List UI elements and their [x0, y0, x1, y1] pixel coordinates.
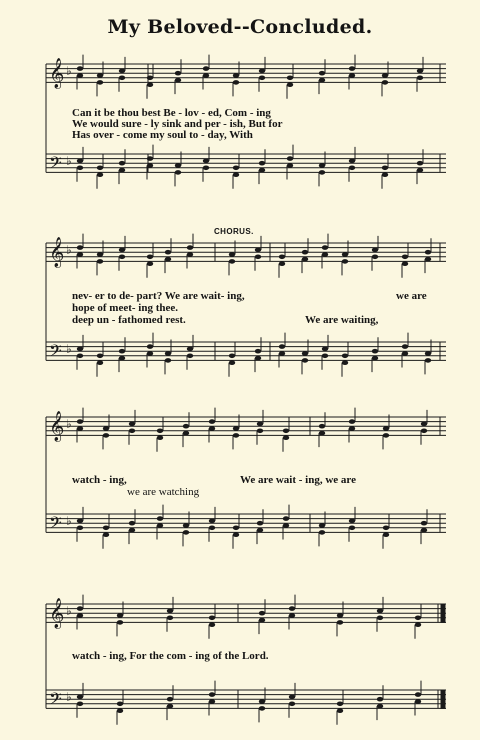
note-head	[97, 80, 103, 85]
note-head	[425, 250, 431, 255]
note-head	[342, 360, 348, 365]
note-head	[97, 360, 103, 365]
note-head	[119, 168, 125, 173]
note-head	[209, 419, 215, 424]
note-head	[167, 704, 173, 709]
note-head	[157, 516, 163, 521]
final-bar	[441, 604, 445, 622]
note-head	[402, 351, 408, 356]
note-head	[322, 354, 328, 359]
note-head	[183, 431, 189, 436]
note-head	[319, 523, 325, 528]
note-head	[147, 163, 153, 168]
note-head	[319, 71, 325, 76]
note-head	[415, 692, 421, 697]
page-title: My Beloved--Concluded.	[107, 16, 373, 38]
note-head	[337, 613, 343, 618]
treble-clef-icon: 𝄞	[49, 237, 65, 268]
note-head	[259, 611, 265, 616]
bass-clef-icon: 𝄢	[49, 340, 62, 365]
note-head	[322, 347, 328, 352]
note-head	[175, 78, 181, 83]
note-head	[209, 699, 215, 704]
note-head	[77, 426, 83, 431]
note-head	[259, 161, 265, 166]
note-head	[209, 622, 215, 627]
note-head	[421, 422, 427, 427]
treble-clef-icon: 𝄞	[49, 411, 65, 442]
note-head	[97, 259, 103, 264]
note-head	[233, 532, 239, 537]
note-head	[283, 516, 289, 521]
note-head	[209, 616, 215, 621]
lyric-line: Has over - come my soul to - day, With	[72, 129, 253, 141]
note-head	[259, 699, 265, 704]
note-head	[425, 358, 431, 363]
note-head	[233, 172, 239, 177]
note-head	[119, 254, 125, 259]
bass-clef-icon: 𝄢	[49, 152, 62, 177]
note-head	[255, 254, 261, 259]
note-head	[377, 616, 383, 621]
note-head	[415, 616, 421, 621]
note-head	[209, 526, 215, 531]
note-head	[233, 80, 239, 85]
note-head	[77, 519, 83, 524]
note-head	[287, 163, 293, 168]
note-head	[342, 252, 348, 257]
flat-icon: ♭	[66, 342, 72, 357]
note-head	[165, 358, 171, 363]
note-head	[421, 528, 427, 533]
lyric-line: we are	[396, 290, 427, 302]
note-head	[77, 159, 83, 164]
note-head	[349, 419, 355, 424]
lyric-line: We are waiting,	[305, 314, 379, 326]
note-head	[259, 69, 265, 74]
lyric-line: We would sure - ly sink and per - ish, But for	[72, 118, 283, 130]
note-head	[319, 431, 325, 436]
note-head	[283, 523, 289, 528]
note-head	[322, 252, 328, 257]
note-head	[165, 351, 171, 356]
flat-icon: ♭	[66, 243, 72, 258]
note-head	[167, 616, 173, 621]
note-head	[119, 356, 125, 361]
note-head	[383, 532, 389, 537]
note-head	[382, 172, 388, 177]
note-head	[147, 76, 153, 81]
lyric-line: We are wait - ing, we are	[240, 474, 356, 486]
note-head	[77, 354, 83, 359]
note-head	[209, 519, 215, 524]
note-head	[157, 435, 163, 440]
note-head	[97, 354, 103, 359]
note-head	[165, 250, 171, 255]
note-head	[77, 66, 83, 71]
note-head	[77, 613, 83, 618]
note-head	[377, 704, 383, 709]
note-head	[77, 702, 83, 707]
note-head	[183, 530, 189, 535]
bass-clef-icon: 𝄢	[49, 512, 62, 537]
note-head	[209, 692, 215, 697]
note-head	[283, 429, 289, 434]
note-head	[319, 424, 325, 429]
note-head	[175, 163, 181, 168]
note-head	[319, 163, 325, 168]
note-head	[209, 426, 215, 431]
note-head	[255, 248, 261, 253]
note-head	[337, 620, 343, 625]
note-head	[257, 528, 263, 533]
note-head	[259, 618, 265, 623]
note-head	[402, 254, 408, 259]
note-head	[183, 523, 189, 528]
note-head	[342, 259, 348, 264]
final-bar	[441, 690, 445, 708]
note-head	[259, 168, 265, 173]
note-head	[175, 170, 181, 175]
note-head	[417, 168, 423, 173]
note-head	[417, 69, 423, 74]
lyric-line: deep un - fathomed rest.	[72, 314, 186, 326]
note-head	[97, 73, 103, 78]
note-head	[117, 613, 123, 618]
note-head	[229, 252, 235, 257]
note-head	[319, 78, 325, 83]
note-head	[289, 695, 295, 700]
note-head	[349, 159, 355, 164]
note-head	[187, 252, 193, 257]
note-head	[383, 433, 389, 438]
note-head	[77, 606, 83, 611]
note-head	[259, 706, 265, 711]
note-head	[103, 433, 109, 438]
note-head	[203, 66, 209, 71]
note-head	[421, 521, 427, 526]
note-head	[289, 702, 295, 707]
note-head	[117, 620, 123, 625]
note-head	[287, 156, 293, 161]
note-head	[337, 702, 343, 707]
note-head	[257, 422, 263, 427]
note-head	[147, 351, 153, 356]
note-head	[129, 521, 135, 526]
note-head	[255, 349, 261, 354]
note-head	[349, 73, 355, 78]
treble-clef-icon: 𝄞	[49, 598, 65, 629]
flat-icon: ♭	[66, 64, 72, 79]
note-head	[302, 351, 308, 356]
note-head	[349, 166, 355, 171]
note-head	[167, 609, 173, 614]
note-head	[147, 261, 153, 266]
note-head	[165, 257, 171, 262]
note-head	[77, 695, 83, 700]
note-head	[147, 254, 153, 259]
note-head	[119, 161, 125, 166]
note-head	[233, 433, 239, 438]
note-head	[147, 344, 153, 349]
note-head	[289, 613, 295, 618]
lyric-line: watch - ing, For the com - ing of the Lord.	[72, 650, 269, 662]
note-head	[233, 166, 239, 171]
note-head	[279, 351, 285, 356]
note-head	[372, 356, 378, 361]
note-head	[157, 429, 163, 434]
note-head	[233, 73, 239, 78]
note-head	[302, 250, 308, 255]
note-head	[382, 73, 388, 78]
note-head	[425, 351, 431, 356]
note-head	[203, 159, 209, 164]
note-head	[417, 76, 423, 81]
note-head	[415, 699, 421, 704]
lyric-line: watch - ing,	[72, 474, 127, 486]
note-head	[187, 354, 193, 359]
note-head	[147, 156, 153, 161]
note-head	[287, 76, 293, 81]
note-head	[187, 347, 193, 352]
note-head	[319, 530, 325, 535]
note-head	[322, 245, 328, 250]
note-head	[279, 261, 285, 266]
note-head	[97, 166, 103, 171]
note-head	[77, 419, 83, 424]
note-head	[103, 426, 109, 431]
note-head	[229, 354, 235, 359]
note-head	[402, 344, 408, 349]
lyric-line: Can it be thou best Be - lov - ed, Com - ing	[72, 107, 271, 119]
note-head	[97, 252, 103, 257]
note-head	[103, 526, 109, 531]
note-head	[119, 349, 125, 354]
note-head	[279, 344, 285, 349]
flat-icon: ♭	[66, 690, 72, 705]
note-head	[77, 526, 83, 531]
note-head	[233, 526, 239, 531]
note-head	[377, 609, 383, 614]
note-head	[319, 170, 325, 175]
lyric-line: nev- er to de- part? We are wait- ing,	[72, 290, 245, 302]
note-head	[229, 259, 235, 264]
note-head	[175, 71, 181, 76]
note-head	[415, 622, 421, 627]
lyric-line: hope of meet- ing thee.	[72, 302, 179, 314]
note-head	[302, 358, 308, 363]
treble-clef-icon: 𝄞	[49, 58, 65, 89]
note-head	[349, 66, 355, 71]
note-head	[349, 526, 355, 531]
note-head	[203, 166, 209, 171]
note-head	[383, 526, 389, 531]
note-head	[117, 702, 123, 707]
bass-clef-icon: 𝄢	[49, 688, 62, 713]
note-head	[183, 424, 189, 429]
note-head	[229, 360, 235, 365]
note-head	[289, 606, 295, 611]
note-head	[119, 69, 125, 74]
note-head	[129, 429, 135, 434]
note-head	[372, 248, 378, 253]
note-head	[382, 80, 388, 85]
note-head	[372, 349, 378, 354]
note-head	[382, 166, 388, 171]
note-head	[233, 426, 239, 431]
note-head	[255, 356, 261, 361]
flat-icon: ♭	[66, 604, 72, 619]
note-head	[287, 82, 293, 87]
note-head	[147, 82, 153, 87]
note-head	[342, 354, 348, 359]
flat-icon: ♭	[66, 514, 72, 529]
note-head	[103, 532, 109, 537]
note-head	[425, 257, 431, 262]
note-head	[77, 73, 83, 78]
note-head	[349, 519, 355, 524]
note-head	[383, 426, 389, 431]
note-head	[402, 261, 408, 266]
note-head	[257, 429, 263, 434]
note-head	[187, 245, 193, 250]
note-head	[77, 166, 83, 171]
note-head	[302, 257, 308, 262]
note-head	[157, 523, 163, 528]
note-head	[349, 426, 355, 431]
flat-icon: ♭	[66, 417, 72, 432]
note-head	[417, 161, 423, 166]
note-head	[259, 76, 265, 81]
note-head	[77, 347, 83, 352]
note-head	[119, 76, 125, 81]
note-head	[279, 254, 285, 259]
note-head	[377, 697, 383, 702]
flat-icon: ♭	[66, 154, 72, 169]
note-head	[119, 248, 125, 253]
chorus-label: CHORUS.	[214, 227, 254, 236]
note-head	[129, 422, 135, 427]
note-head	[203, 73, 209, 78]
lyric-line: we are watching	[127, 486, 200, 498]
note-head	[167, 697, 173, 702]
note-head	[283, 435, 289, 440]
note-head	[77, 252, 83, 257]
note-head	[129, 528, 135, 533]
note-head	[257, 521, 263, 526]
note-head	[337, 708, 343, 713]
note-head	[372, 254, 378, 259]
note-head	[77, 245, 83, 250]
note-head	[421, 429, 427, 434]
note-head	[97, 172, 103, 177]
note-head	[117, 708, 123, 713]
